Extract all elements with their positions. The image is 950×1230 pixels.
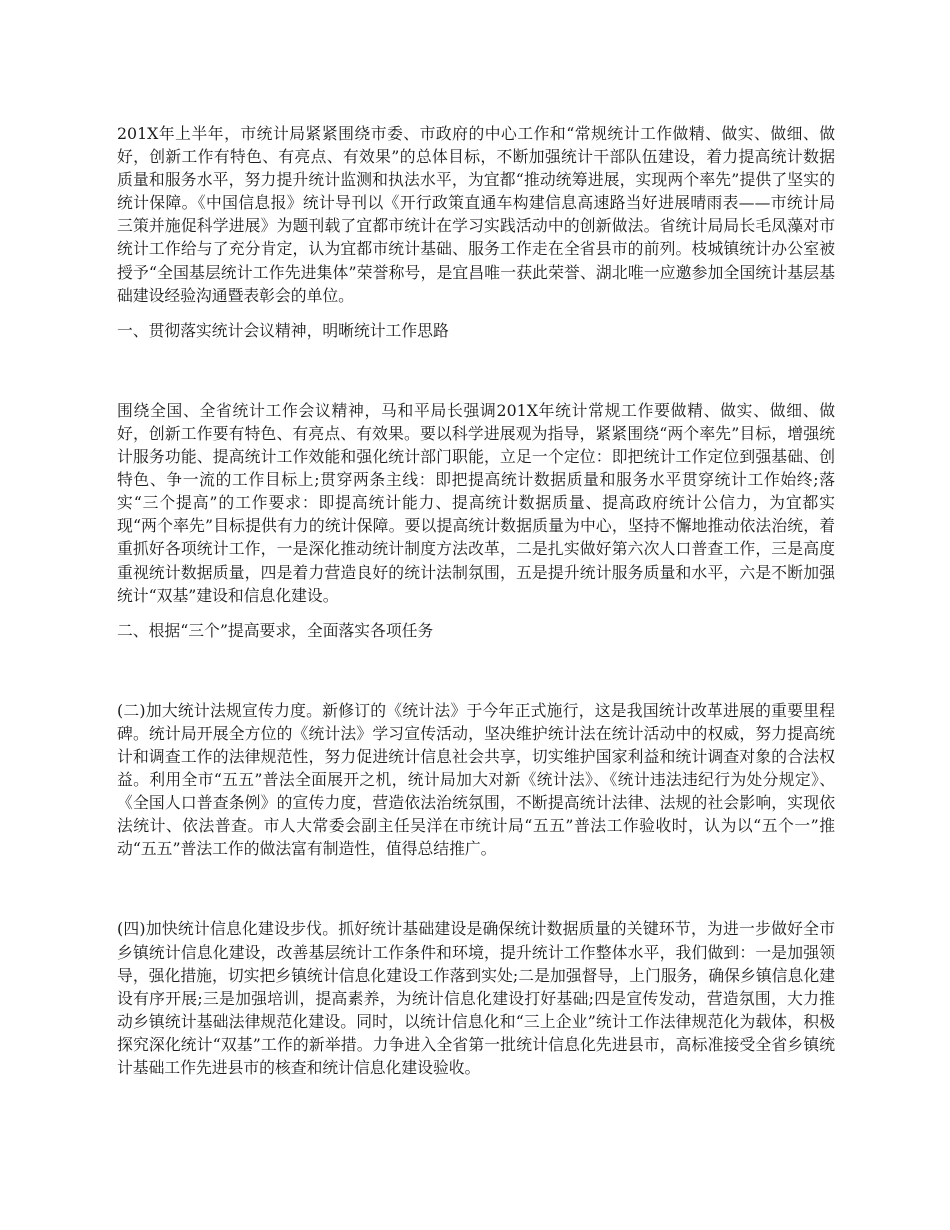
subsection-2-paragraph: (二)加大统计法规宣传力度。新修订的《统计法》于今年正式施行，这是我国统计改革进展的重要里程碑。统计局开展全方位的《统计法》学习宣传活动，坚决维护统计法在统计活动中的权威，努力提高统计和调查工作的法律规范性，努力促进统计信息社会共享，切实维护国家利益和统计调查对象的合法权益。利用全市“五五”普法全面展开之机，统计局加大对新《统计法》、《统计违法违纪行为处分规定》、《全国人口普查条例》的宣传力度，营造依法治统氛围，不断提高统计法律、法规的社会影响，实现依法统计、依法普查。市人大常委会副主任吴洋在市统计局“五五”普法工作验收时，认为以“五个一”推动“五五”普法工作的做法富有制造性，值得总结推广。 <box>117 700 835 859</box>
section-1-paragraph: 围绕全国、全省统计工作会议精神，马和平局长强调201X年统计常规工作要做精、做实、做细、做好，创新工作要有特色、有亮点、有效果。要以科学进展观为指导，紧紧围绕“两个率先”目标，增强统计服务功能、提高统计工作效能和强化统计部门职能，立足一个定位：即把统计工作定位到强基础、创特色、争一流的工作目标上;贯穿两条主线：即把提高统计数据质量和服务水平贯穿统计工作始终;落实“三个提高”的工作要求：即提高统计能力、提高统计数据质量、提高政府统计公信力，为宜都实现“两个率先”目标提供有力的统计保障。要以提高统计数据质量为中心，坚持不懈地推动依法治统，着重抓好各项统计工作，一是深化推动统计制度方法改革，二是扎实做好第六次人口普查工作，三是高度重视统计数据质量，四是着力营造良好的统计法制氛围，五是提升统计服务质量和水平，六是不断加强统计“双基”建设和信息化建设。 <box>117 400 835 605</box>
document-body <box>117 122 835 1079</box>
intro-paragraph: 201X年上半年，市统计局紧紧围绕市委、市政府的中心工作和“常规统计工作做精、做实、做细、做好，创新工作有特色、有亮点、有效果”的总体目标，不断加强统计干部队伍建设，着力提高统计数据质量和服务水平，努力提升统计监测和执法水平，为宜都“推动统筹进展，实现两个率先”提供了坚实的统计保障。《中国信息报》统计导刊以《开行政策直通车构建信息高速路当好进展晴雨表——市统计局三策并施促科学进展》为题刊载了宜都市统计在学习实践活动中的创新做法。省统计局局长毛凤藻对市统计工作给与了充分肯定，认为宜都市统计基础、服务工作走在全省县市的前列。枝城镇统计办公室被授予“全国基层统计工作先进集体”荣誉称号，是宜昌唯一获此荣誉、湖北唯一应邀参加全国统计基层基础建设经验沟通暨表彰会的单位。 <box>117 124 835 305</box>
section-heading-2: 二、根据“三个”提高要求，全面落实各项任务 <box>117 620 434 640</box>
subsection-4-paragraph: (四)加快统计信息化建设步伐。抓好统计基础建设是确保统计数据质量的关键环节，为进一步做好全市乡镇统计信息化建设，改善基层统计工作条件和环境，提升统计工作整体水平，我们做到：一是加强领导，强化措施，切实把乡镇统计信息化建设工作落到实处;二是加强督导，上门服务，确保乡镇信息化建设有序开展;三是加强培训，提高素养，为统计信息化建设打好基础;四是宣传发动，营造氛围，大力推动乡镇统计基础法律规范化建设。同时，以统计信息化和“三上企业”统计工作法律规范化为载体，积极探究深化统计“双基”工作的新举措。力争进入全省第一批统计信息化先进县市，高标准接受全省乡镇统计基础工作先进县市的核查和统计信息化建设验收。 <box>117 919 835 1077</box>
section-heading-1: 一、贯彻落实统计会议精神，明晰统计工作思路 <box>117 320 449 340</box>
